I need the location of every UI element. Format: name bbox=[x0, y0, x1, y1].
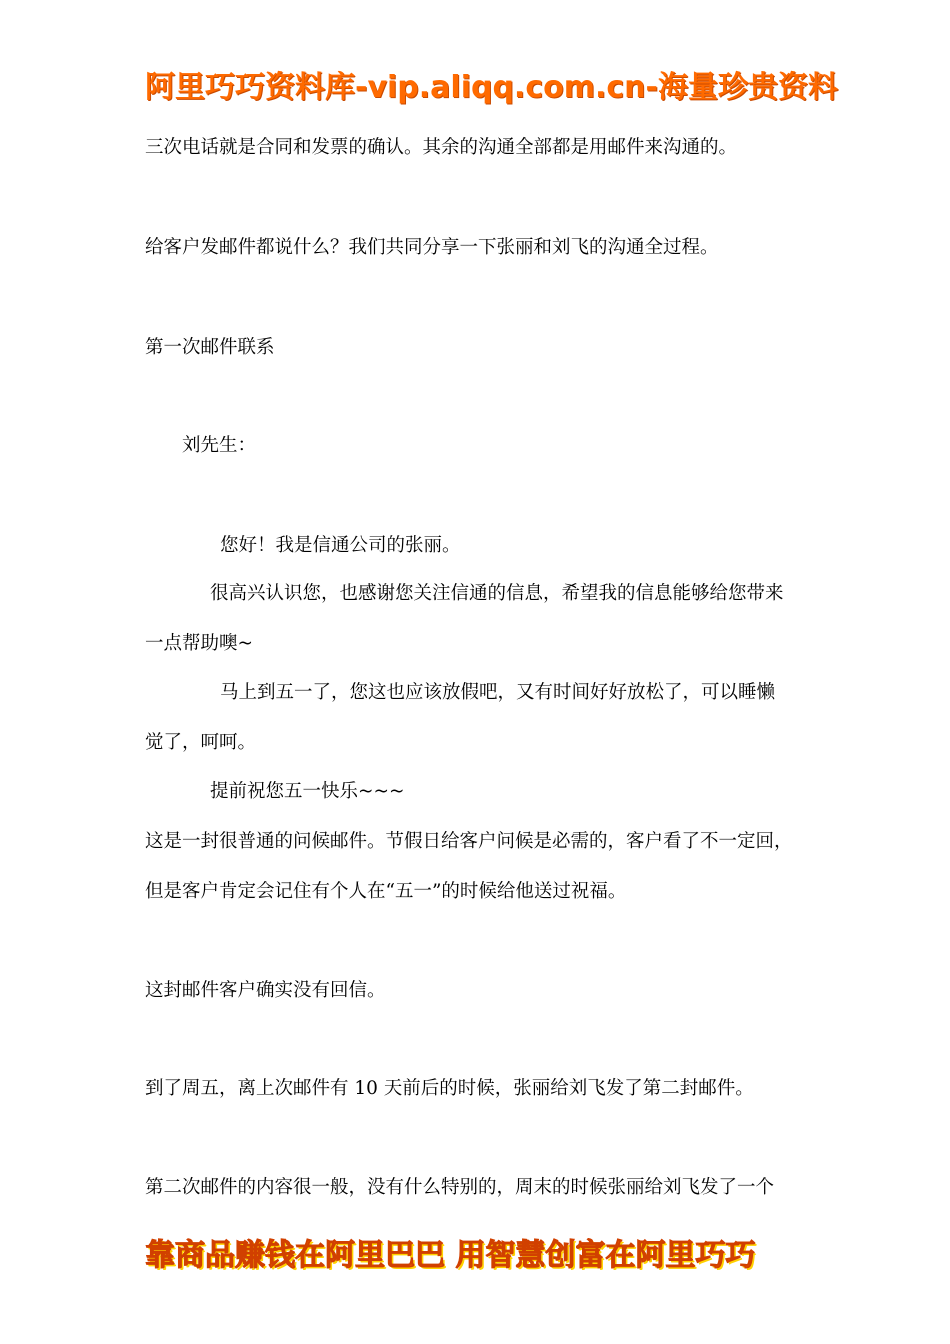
paragraph-line: 这封邮件客户确实没有回信。 bbox=[145, 980, 386, 1001]
paragraph-line: 这是一封很普通的问候邮件。节假日给客户问候是必需的，客户看了不一定回， bbox=[145, 831, 793, 852]
letter-salutation: 刘先生： bbox=[182, 435, 257, 456]
section-heading: 第一次邮件联系 bbox=[145, 337, 275, 358]
letter-line: 提前祝您五一快乐~~~ bbox=[210, 781, 405, 802]
paragraph-line: 但是客户肯定会记住有个人在“五一”的时候给他送过祝福。 bbox=[145, 881, 627, 902]
footer-banner: 靠商品赚钱在阿里巴巴 用智慧创富在阿里巧巧 bbox=[145, 1238, 756, 1273]
letter-line: 觉了，呵呵。 bbox=[145, 732, 257, 753]
paragraph-line: 三次电话就是合同和发票的确认。其余的沟通全部都是用邮件来沟通的。 bbox=[145, 137, 738, 158]
paragraph-line: 到了周五，离上次邮件有 10 天前后的时候，张丽给刘飞发了第二封邮件。 bbox=[145, 1078, 754, 1099]
letter-line: 一点帮助噢~ bbox=[145, 633, 254, 654]
letter-line: 您好！我是信通公司的张丽。 bbox=[220, 535, 461, 556]
paragraph-line: 给客户发邮件都说什么？我们共同分享一下张丽和刘飞的沟通全过程。 bbox=[145, 237, 719, 258]
letter-line: 马上到五一了，您这也应该放假吧，又有时间好好放松了，可以睡懒 bbox=[220, 682, 776, 703]
letter-line: 很高兴认识您，也感谢您关注信通的信息，希望我的信息能够给您带来 bbox=[210, 583, 784, 604]
paragraph-line: 第二次邮件的内容很一般，没有什么特别的，周末的时候张丽给刘飞发了一个 bbox=[145, 1177, 775, 1198]
header-banner: 阿里巧巧资料库-vip.aliqq.com.cn-海量珍贵资料 bbox=[145, 70, 838, 105]
